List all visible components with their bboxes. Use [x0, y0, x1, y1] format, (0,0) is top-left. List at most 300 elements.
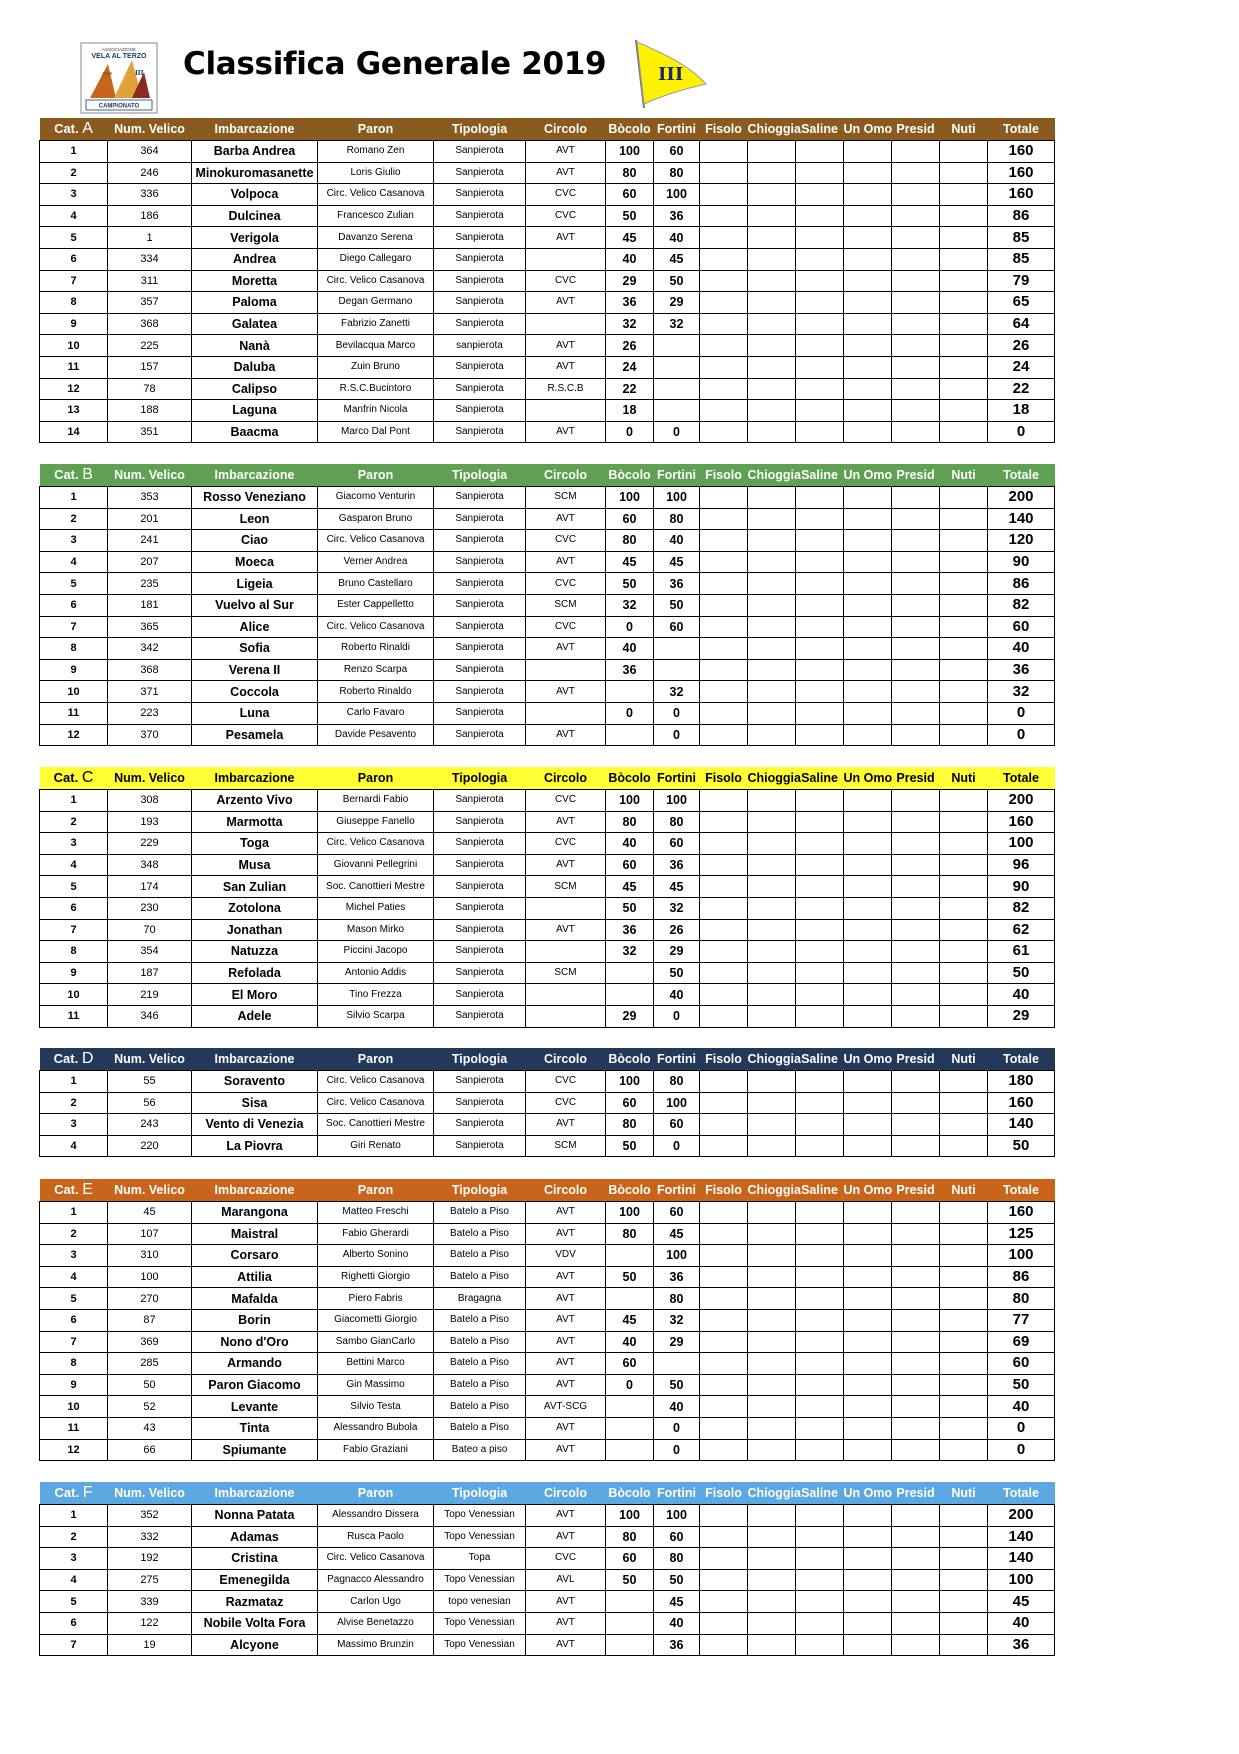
column-header-num-velico: Num. Velico: [114, 1486, 185, 1500]
cell-num-velico: 275: [108, 1569, 192, 1591]
cell-saline: [796, 162, 844, 184]
cell-totale: 180: [988, 1071, 1055, 1093]
cell-paron: Fabio Graziani: [318, 1439, 434, 1461]
cell-num-velico: 235: [108, 573, 192, 595]
cell-paron: Bruno Castellaro: [318, 573, 434, 595]
cell-paron: Silvio Scarpa: [318, 1005, 434, 1027]
cell-un-omo: [844, 400, 892, 422]
position-cell: 13: [40, 400, 108, 422]
cell-bocolo: 45: [606, 876, 654, 898]
column-header-nuti: Nuti: [951, 468, 976, 482]
cell-chioggia: [748, 919, 796, 941]
table-row: [40, 378, 1055, 400]
cell-presid: [892, 1591, 940, 1613]
cell-presid: [892, 1417, 940, 1439]
cell-imbarcazione: Sofia: [192, 638, 318, 660]
cell-paron: Soc. Canottieri Mestre: [318, 876, 434, 898]
cell-presid: [892, 1114, 940, 1136]
cell-nuti: [940, 1288, 988, 1310]
table-row: [40, 205, 1055, 227]
cell-fisolo: [700, 141, 748, 163]
cell-nuti: [940, 227, 988, 249]
cell-un-omo: [844, 335, 892, 357]
cell-saline: [796, 1548, 844, 1570]
cell-chioggia: [748, 1417, 796, 1439]
cell-paron: Francesco Zulian: [318, 205, 434, 227]
cell-paron: Giacometti Giorgio: [318, 1309, 434, 1331]
cell-num-velico: 370: [108, 724, 192, 746]
cell-saline: [796, 1526, 844, 1548]
cell-bocolo: 80: [606, 530, 654, 552]
cell-circolo: CVC: [526, 1548, 606, 1570]
cell-saline: [796, 1591, 844, 1613]
cell-presid: [892, 1396, 940, 1418]
cell-tipologia: Sanpierota: [434, 551, 526, 573]
cell-imbarcazione: Nonna Patata: [192, 1505, 318, 1527]
cell-num-velico: 192: [108, 1548, 192, 1570]
category-d-section: [39, 1048, 1055, 1157]
cell-tipologia: Topo Venessian: [434, 1612, 526, 1634]
position-cell: 3: [40, 833, 108, 855]
cell-tipologia: Sanpierota: [434, 702, 526, 724]
position-cell: 1: [40, 1071, 108, 1093]
position-cell: 8: [40, 1353, 108, 1375]
cell-tipologia: Sanpierota: [434, 508, 526, 530]
cell-paron: Davanzo Serena: [318, 227, 434, 249]
cell-num-velico: 334: [108, 248, 192, 270]
cell-nuti: [940, 1439, 988, 1461]
column-header-un-omo: Un Omo: [843, 468, 893, 482]
cell-imbarcazione: Baacma: [192, 421, 318, 443]
cell-tipologia: Sanpierota: [434, 941, 526, 963]
cell-nuti: [940, 790, 988, 812]
cell-bocolo: 100: [606, 1505, 654, 1527]
cell-num-velico: 364: [108, 141, 192, 163]
cell-fisolo: [700, 1005, 748, 1027]
column-header-bocolo: Bòcolo: [608, 1052, 651, 1066]
cell-nuti: [940, 1505, 988, 1527]
cell-nuti: [940, 184, 988, 206]
cell-saline: [796, 1288, 844, 1310]
cell-totale: 60: [988, 1353, 1055, 1375]
cell-bocolo: [606, 1612, 654, 1634]
cell-chioggia: [748, 227, 796, 249]
cell-bocolo: 26: [606, 335, 654, 357]
cell-saline: [796, 941, 844, 963]
cell-imbarcazione: Coccola: [192, 681, 318, 703]
cell-saline: [796, 1223, 844, 1245]
cell-presid: [892, 1612, 940, 1634]
cell-imbarcazione: Vento di Venezia: [192, 1114, 318, 1136]
cell-paron: Fabio Gherardi: [318, 1223, 434, 1245]
cell-paron: Degan Germano: [318, 292, 434, 314]
cell-presid: [892, 227, 940, 249]
cell-bocolo: 29: [606, 270, 654, 292]
cell-fortini: 32: [654, 681, 700, 703]
cell-num-velico: 157: [108, 356, 192, 378]
cell-totale: 0: [988, 702, 1055, 724]
position-cell: 2: [40, 508, 108, 530]
cell-circolo: [526, 400, 606, 422]
cell-saline: [796, 227, 844, 249]
cell-chioggia: [748, 659, 796, 681]
cell-fisolo: [700, 421, 748, 443]
cell-bocolo: 40: [606, 638, 654, 660]
cell-paron: Carlo Favaro: [318, 702, 434, 724]
category-a-section: [39, 118, 1055, 443]
position-cell: 7: [40, 1634, 108, 1656]
cell-fisolo: [700, 1569, 748, 1591]
cell-totale: 160: [988, 184, 1055, 206]
cell-chioggia: [748, 702, 796, 724]
column-header-nuti: Nuti: [951, 1052, 976, 1066]
table-row: [40, 1439, 1055, 1461]
table-row: [40, 335, 1055, 357]
cell-fisolo: [700, 941, 748, 963]
cell-fisolo: [700, 227, 748, 249]
table-row: [40, 854, 1055, 876]
cell-un-omo: [844, 378, 892, 400]
cell-saline: [796, 681, 844, 703]
cell-circolo: VDV: [526, 1245, 606, 1267]
cell-fisolo: [700, 378, 748, 400]
table-row: [40, 400, 1055, 422]
cell-fortini: 36: [654, 1634, 700, 1656]
position-cell: 6: [40, 1612, 108, 1634]
category-prefix: Cat.: [54, 121, 79, 136]
cell-saline: [796, 313, 844, 335]
position-cell: 5: [40, 227, 108, 249]
cell-presid: [892, 1526, 940, 1548]
cell-tipologia: Topo Venessian: [434, 1526, 526, 1548]
column-header-num-velico: Num. Velico: [114, 1183, 185, 1197]
cell-chioggia: [748, 681, 796, 703]
cell-imbarcazione: Refolada: [192, 962, 318, 984]
cell-fortini: 40: [654, 227, 700, 249]
table-row: [40, 659, 1055, 681]
cell-chioggia: [748, 184, 796, 206]
cell-nuti: [940, 270, 988, 292]
cell-fisolo: [700, 897, 748, 919]
cell-presid: [892, 378, 940, 400]
cell-fortini: 40: [654, 984, 700, 1006]
column-header-tipologia: Tipologia: [451, 122, 508, 136]
cell-bocolo: 36: [606, 659, 654, 681]
cell-imbarcazione: Ciao: [192, 530, 318, 552]
cell-num-velico: 52: [108, 1396, 192, 1418]
table-row: [40, 1374, 1055, 1396]
position-cell: 12: [40, 1439, 108, 1461]
cell-circolo: [526, 659, 606, 681]
cell-circolo: [526, 941, 606, 963]
cell-fisolo: [700, 270, 748, 292]
column-header-paron: Paron: [357, 1052, 394, 1066]
cell-tipologia: Batelo a Piso: [434, 1417, 526, 1439]
cell-num-velico: 107: [108, 1223, 192, 1245]
cell-num-velico: 270: [108, 1288, 192, 1310]
column-header-num-velico: Num. Velico: [114, 122, 185, 136]
cell-nuti: [940, 1591, 988, 1613]
cell-nuti: [940, 1417, 988, 1439]
cell-saline: [796, 1245, 844, 1267]
cell-chioggia: [748, 1288, 796, 1310]
cell-fisolo: [700, 1634, 748, 1656]
cell-paron: Circ. Velico Casanova: [318, 184, 434, 206]
cell-imbarcazione: Verigola: [192, 227, 318, 249]
cell-bocolo: 80: [606, 1526, 654, 1548]
position-cell: 3: [40, 1548, 108, 1570]
header-row: [40, 464, 1055, 487]
column-header-saline: Saline: [801, 468, 838, 482]
cell-num-velico: 45: [108, 1202, 192, 1224]
cell-imbarcazione: Adele: [192, 1005, 318, 1027]
column-header-fortini: Fortini: [657, 1052, 696, 1066]
cell-circolo: [526, 897, 606, 919]
cell-paron: Marco Dal Pont: [318, 421, 434, 443]
category-prefix: Cat.: [54, 1182, 79, 1197]
cell-imbarcazione: Soravento: [192, 1071, 318, 1093]
cell-num-velico: 308: [108, 790, 192, 812]
cell-fortini: 29: [654, 941, 700, 963]
cell-saline: [796, 702, 844, 724]
cell-un-omo: [844, 1526, 892, 1548]
category-label: [40, 1179, 108, 1202]
cell-fisolo: [700, 724, 748, 746]
cell-bocolo: 80: [606, 1223, 654, 1245]
cell-circolo: AVT: [526, 508, 606, 530]
cell-chioggia: [748, 594, 796, 616]
cell-circolo: AVT: [526, 681, 606, 703]
cell-circolo: [526, 1005, 606, 1027]
table-row: [40, 1114, 1055, 1136]
cell-bocolo: 100: [606, 141, 654, 163]
cell-fisolo: [700, 313, 748, 335]
column-header-bocolo: Bòcolo: [608, 1183, 651, 1197]
cell-chioggia: [748, 790, 796, 812]
category-a-table: [39, 118, 1055, 443]
cell-chioggia: [748, 162, 796, 184]
cell-tipologia: Batelo a Piso: [434, 1223, 526, 1245]
cell-nuti: [940, 487, 988, 509]
column-header-bocolo: Bòcolo: [608, 1486, 651, 1500]
cell-nuti: [940, 984, 988, 1006]
cell-paron: Giacomo Venturin: [318, 487, 434, 509]
cell-chioggia: [748, 1266, 796, 1288]
table-row: [40, 141, 1055, 163]
cell-num-velico: 311: [108, 270, 192, 292]
cell-saline: [796, 248, 844, 270]
cell-tipologia: Sanpierota: [434, 1092, 526, 1114]
cell-circolo: AVT: [526, 1353, 606, 1375]
cell-un-omo: [844, 1202, 892, 1224]
cell-totale: 86: [988, 205, 1055, 227]
cell-chioggia: [748, 1505, 796, 1527]
cell-presid: [892, 941, 940, 963]
cell-fisolo: [700, 1114, 748, 1136]
table-row: [40, 487, 1055, 509]
table-row: [40, 1288, 1055, 1310]
cell-un-omo: [844, 1548, 892, 1570]
cell-paron: Bernardi Fabio: [318, 790, 434, 812]
position-cell: 5: [40, 1591, 108, 1613]
cell-bocolo: [606, 1245, 654, 1267]
table-row: [40, 1309, 1055, 1331]
cell-saline: [796, 141, 844, 163]
cell-circolo: SCM: [526, 962, 606, 984]
cell-imbarcazione: Ligeia: [192, 573, 318, 595]
table-row: [40, 1634, 1055, 1656]
cell-totale: 90: [988, 876, 1055, 898]
cell-un-omo: [844, 616, 892, 638]
cell-imbarcazione: Natuzza: [192, 941, 318, 963]
table-row: [40, 530, 1055, 552]
cell-fortini: 80: [654, 1288, 700, 1310]
cell-un-omo: [844, 638, 892, 660]
cell-totale: 86: [988, 573, 1055, 595]
table-row: [40, 1092, 1055, 1114]
column-header-tipologia: Tipologia: [451, 771, 508, 785]
table-row: [40, 1202, 1055, 1224]
position-cell: 11: [40, 1005, 108, 1027]
cell-imbarcazione: Verena II: [192, 659, 318, 681]
cell-circolo: AVT: [526, 1266, 606, 1288]
cell-presid: [892, 1353, 940, 1375]
cell-circolo: AVT: [526, 1439, 606, 1461]
cell-fortini: 60: [654, 616, 700, 638]
cell-bocolo: 100: [606, 487, 654, 509]
header-row: [40, 1048, 1055, 1071]
cell-fisolo: [700, 1245, 748, 1267]
cell-presid: [892, 184, 940, 206]
cell-imbarcazione: Alice: [192, 616, 318, 638]
cell-circolo: CVC: [526, 1092, 606, 1114]
table-row: [40, 919, 1055, 941]
cell-bocolo: 100: [606, 1202, 654, 1224]
cell-chioggia: [748, 876, 796, 898]
cell-fisolo: [700, 335, 748, 357]
cell-saline: [796, 833, 844, 855]
table-row: [40, 638, 1055, 660]
category-letter: B: [82, 466, 93, 483]
column-header-saline: Saline: [801, 1183, 838, 1197]
cell-un-omo: [844, 162, 892, 184]
page-title: Classifica Generale 2019: [183, 46, 607, 82]
cell-bocolo: [606, 1591, 654, 1613]
cell-un-omo: [844, 1266, 892, 1288]
cell-chioggia: [748, 1396, 796, 1418]
cell-bocolo: 50: [606, 573, 654, 595]
cell-fortini: 60: [654, 1202, 700, 1224]
cell-chioggia: [748, 378, 796, 400]
column-header-paron: Paron: [357, 771, 394, 785]
column-header-chioggia: Chioggia: [747, 1486, 801, 1500]
cell-paron: Circ. Velico Casanova: [318, 616, 434, 638]
cell-presid: [892, 335, 940, 357]
cell-circolo: CVC: [526, 573, 606, 595]
cell-paron: Bevilacqua Marco: [318, 335, 434, 357]
column-header-chioggia: Chioggia: [747, 468, 801, 482]
cell-tipologia: Batelo a Piso: [434, 1396, 526, 1418]
cell-imbarcazione: Corsaro: [192, 1245, 318, 1267]
position-cell: 9: [40, 962, 108, 984]
cell-tipologia: Sanpierota: [434, 659, 526, 681]
table-row: [40, 1396, 1055, 1418]
table-row: [40, 1548, 1055, 1570]
cell-chioggia: [748, 530, 796, 552]
cell-tipologia: Sanpierota: [434, 724, 526, 746]
table-row: [40, 616, 1055, 638]
cell-nuti: [940, 1071, 988, 1093]
cell-saline: [796, 854, 844, 876]
position-cell: 6: [40, 594, 108, 616]
position-cell: 7: [40, 919, 108, 941]
cell-chioggia: [748, 1245, 796, 1267]
cell-fisolo: [700, 659, 748, 681]
cell-chioggia: [748, 400, 796, 422]
cell-num-velico: 241: [108, 530, 192, 552]
cell-fortini: 0: [654, 1439, 700, 1461]
cell-nuti: [940, 1245, 988, 1267]
cell-un-omo: [844, 487, 892, 509]
cell-circolo: AVT: [526, 1591, 606, 1613]
cell-chioggia: [748, 833, 796, 855]
column-header-saline: Saline: [801, 122, 838, 136]
cell-bocolo: 45: [606, 551, 654, 573]
cell-paron: Matteo Freschi: [318, 1202, 434, 1224]
table-row: [40, 1223, 1055, 1245]
cell-saline: [796, 335, 844, 357]
cell-nuti: [940, 876, 988, 898]
cell-fortini: 100: [654, 1092, 700, 1114]
cell-num-velico: 100: [108, 1266, 192, 1288]
cell-imbarcazione: Spiumante: [192, 1439, 318, 1461]
cell-fortini: 26: [654, 919, 700, 941]
table-row: [40, 941, 1055, 963]
cell-circolo: AVT: [526, 335, 606, 357]
cell-circolo: CVC: [526, 833, 606, 855]
cell-un-omo: [844, 941, 892, 963]
cell-circolo: AVT: [526, 724, 606, 746]
cell-saline: [796, 1353, 844, 1375]
cell-fisolo: [700, 833, 748, 855]
cell-paron: Loris Giulio: [318, 162, 434, 184]
position-cell: 12: [40, 378, 108, 400]
column-header-bocolo: Bòcolo: [608, 468, 651, 482]
cell-chioggia: [748, 1439, 796, 1461]
cell-num-velico: 369: [108, 1331, 192, 1353]
cell-num-velico: 187: [108, 962, 192, 984]
cell-imbarcazione: Emenegilda: [192, 1569, 318, 1591]
cell-presid: [892, 270, 940, 292]
logo-association-text: ASSOCIAZIONE: [102, 47, 136, 52]
cell-saline: [796, 594, 844, 616]
cell-presid: [892, 1135, 940, 1157]
cell-tipologia: Sanpierota: [434, 833, 526, 855]
cell-presid: [892, 248, 940, 270]
cell-chioggia: [748, 141, 796, 163]
cell-nuti: [940, 421, 988, 443]
header-row: [40, 767, 1055, 790]
cell-nuti: [940, 1634, 988, 1656]
cell-presid: [892, 1548, 940, 1570]
cell-saline: [796, 421, 844, 443]
cell-fortini: 45: [654, 876, 700, 898]
cell-bocolo: 80: [606, 1114, 654, 1136]
cell-num-velico: 193: [108, 811, 192, 833]
cell-bocolo: 36: [606, 292, 654, 314]
cell-tipologia: Sanpierota: [434, 811, 526, 833]
cell-bocolo: 45: [606, 227, 654, 249]
